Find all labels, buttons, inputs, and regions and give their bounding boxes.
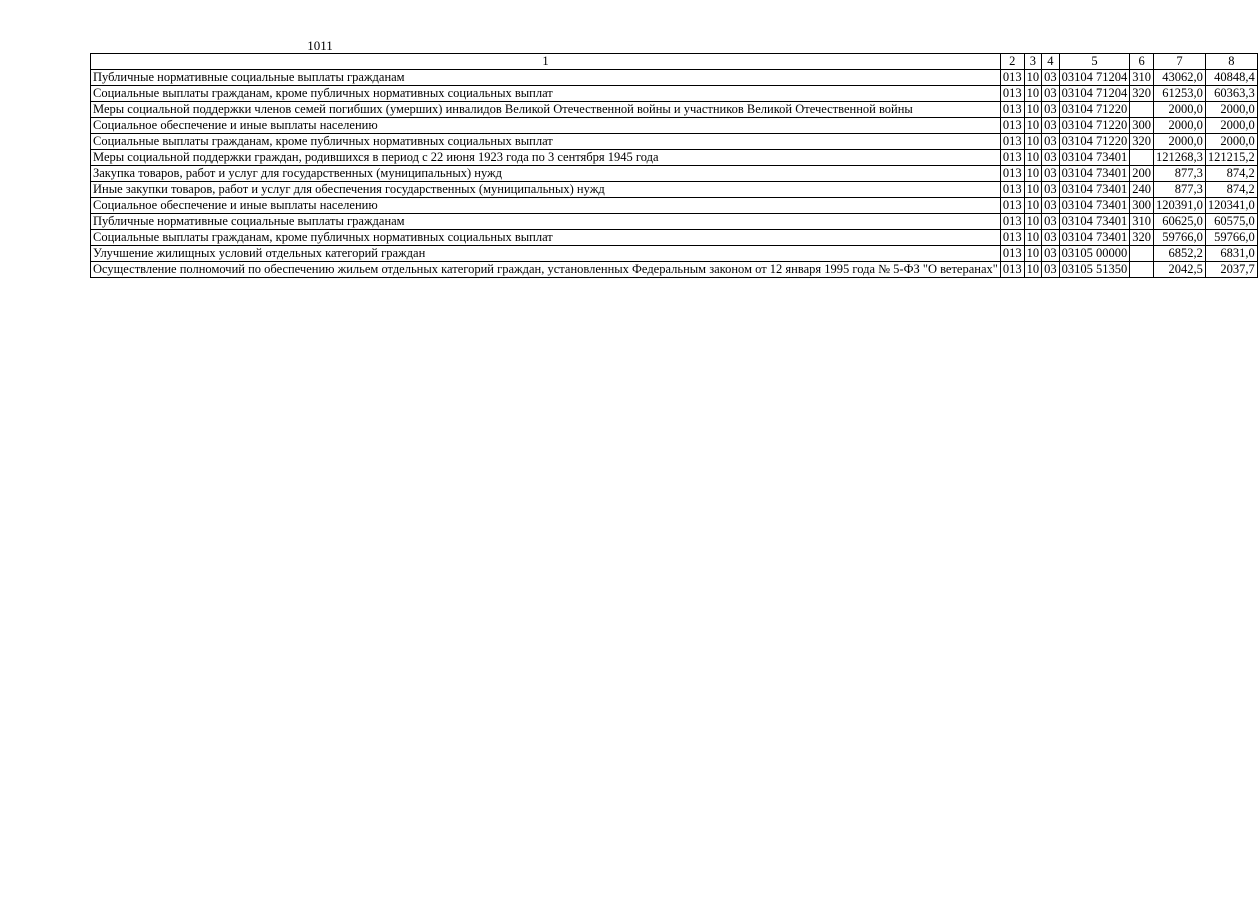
table-row: [91, 102, 1258, 118]
row-code-4: 03: [1042, 262, 1060, 278]
row-value-8: 59766,0: [1205, 230, 1257, 246]
row-value-8: 60575,0: [1205, 214, 1257, 230]
row-code-2: 013: [1000, 118, 1024, 134]
row-code-5: 03104 73401: [1059, 198, 1130, 214]
row-name: Иные закупки товаров, работ и услуг для обеспечения государственных (муниципальных) нужд: [91, 182, 1001, 198]
col-header: 3: [1024, 54, 1042, 70]
row-value-7: 2042,5: [1154, 262, 1206, 278]
row-value-8: 2037,7: [1205, 262, 1257, 278]
row-code-6: 300: [1130, 118, 1154, 134]
table-row: [91, 86, 1258, 102]
header-row: [91, 54, 1258, 70]
row-code-2: 013: [1000, 246, 1024, 262]
row-code-3: 10: [1024, 150, 1042, 166]
col-header: 6: [1130, 54, 1154, 70]
row-value-8: 40848,4: [1205, 70, 1257, 86]
col-header: 1: [91, 54, 1001, 70]
row-code-2: 013: [1000, 102, 1024, 118]
table-row: [91, 262, 1258, 278]
col-header: 8: [1205, 54, 1257, 70]
row-code-4: 03: [1042, 102, 1060, 118]
row-code-6: 320: [1130, 134, 1154, 150]
row-code-4: 03: [1042, 118, 1060, 134]
row-code-3: 10: [1024, 198, 1042, 214]
row-value-8: 874,2: [1205, 182, 1257, 198]
row-name: Публичные нормативные социальные выплаты гражданам: [91, 214, 1001, 230]
row-value-7: 61253,0: [1154, 86, 1206, 102]
row-name: Публичные нормативные социальные выплаты гражданам: [91, 70, 1001, 86]
row-code-3: 10: [1024, 70, 1042, 86]
row-code-4: 03: [1042, 166, 1060, 182]
row-value-8: 2000,0: [1205, 118, 1257, 134]
row-code-6: 320: [1130, 230, 1154, 246]
row-value-7: 121268,3: [1154, 150, 1206, 166]
table-row: [91, 150, 1258, 166]
page-number: 1011: [307, 38, 333, 53]
row-code-2: 013: [1000, 182, 1024, 198]
col-header: 7: [1154, 54, 1206, 70]
row-value-7: 59766,0: [1154, 230, 1206, 246]
row-code-2: 013: [1000, 150, 1024, 166]
row-code-2: 013: [1000, 198, 1024, 214]
row-value-8: 60363,3: [1205, 86, 1257, 102]
row-code-5: 03104 73401: [1059, 166, 1130, 182]
row-value-8: 2000,0: [1205, 134, 1257, 150]
row-value-7: 877,3: [1154, 182, 1206, 198]
row-code-4: 03: [1042, 86, 1060, 102]
row-code-3: 10: [1024, 166, 1042, 182]
row-code-3: 10: [1024, 118, 1042, 134]
row-name: Закупка товаров, работ и услуг для государственных (муниципальных) нужд: [91, 166, 1001, 182]
row-code-4: 03: [1042, 246, 1060, 262]
row-code-6: 310: [1130, 214, 1154, 230]
row-code-2: 013: [1000, 70, 1024, 86]
row-name: Улучшение жилищных условий отдельных категорий граждан: [91, 246, 1001, 262]
row-code-3: 10: [1024, 246, 1042, 262]
table-row: [91, 70, 1258, 86]
row-code-6: 200: [1130, 166, 1154, 182]
row-code-2: 013: [1000, 262, 1024, 278]
table-row: [91, 118, 1258, 134]
row-value-7: 120391,0: [1154, 198, 1206, 214]
row-code-2: 013: [1000, 86, 1024, 102]
row-code-6: 240: [1130, 182, 1154, 198]
row-code-6: [1130, 150, 1154, 166]
col-header: 5: [1059, 54, 1130, 70]
row-value-8: 6831,0: [1205, 246, 1257, 262]
row-code-5: 03104 73401: [1059, 230, 1130, 246]
row-value-8: 2000,0: [1205, 102, 1257, 118]
row-code-5: 03104 73401: [1059, 182, 1130, 198]
budget-table: [90, 53, 1258, 278]
row-value-7: 43062,0: [1154, 70, 1206, 86]
row-name: Социальные выплаты гражданам, кроме публичных нормативных социальных выплат: [91, 230, 1001, 246]
row-name: Меры социальной поддержки граждан, родившихся в период с 22 июня 1923 года по 3 сентября 1945 года: [91, 150, 1001, 166]
row-code-3: 10: [1024, 86, 1042, 102]
row-value-7: 877,3: [1154, 166, 1206, 182]
row-name: Социальное обеспечение и иные выплаты населению: [91, 118, 1001, 134]
col-header: 2: [1000, 54, 1024, 70]
row-code-4: 03: [1042, 214, 1060, 230]
row-code-3: 10: [1024, 182, 1042, 198]
row-code-5: 03104 71220: [1059, 118, 1130, 134]
row-name: Социальные выплаты гражданам, кроме публичных нормативных социальных выплат: [91, 86, 1001, 102]
row-code-4: 03: [1042, 182, 1060, 198]
row-value-8: 874,2: [1205, 166, 1257, 182]
row-code-5: 03104 71204: [1059, 70, 1130, 86]
row-code-3: 10: [1024, 262, 1042, 278]
row-code-6: 320: [1130, 86, 1154, 102]
row-code-3: 10: [1024, 134, 1042, 150]
row-code-5: 03105 51350: [1059, 262, 1130, 278]
row-value-8: 120341,0: [1205, 198, 1257, 214]
table-row: [91, 134, 1258, 150]
row-value-7: 2000,0: [1154, 102, 1206, 118]
table-row: [91, 166, 1258, 182]
table-row: [91, 246, 1258, 262]
row-code-3: 10: [1024, 102, 1042, 118]
row-code-6: 310: [1130, 70, 1154, 86]
table-row: [91, 230, 1258, 246]
table-row: [91, 182, 1258, 198]
row-code-4: 03: [1042, 134, 1060, 150]
row-code-6: 300: [1130, 198, 1154, 214]
row-code-5: 03104 71220: [1059, 102, 1130, 118]
row-value-7: 6852,2: [1154, 246, 1206, 262]
table-row: [91, 198, 1258, 214]
row-code-3: 10: [1024, 230, 1042, 246]
row-name: Социальное обеспечение и иные выплаты населению: [91, 198, 1001, 214]
row-name: Меры социальной поддержки членов семей погибших (умерших) инвалидов Великой Отечественной войны и участников Великой Отечественной войны: [91, 102, 1001, 118]
row-code-4: 03: [1042, 70, 1060, 86]
row-code-3: 10: [1024, 214, 1042, 230]
row-code-6: [1130, 246, 1154, 262]
row-name: Социальные выплаты гражданам, кроме публичных нормативных социальных выплат: [91, 134, 1001, 150]
row-code-6: [1130, 102, 1154, 118]
row-code-2: 013: [1000, 134, 1024, 150]
row-value-7: 2000,0: [1154, 134, 1206, 150]
row-code-5: 03104 71220: [1059, 134, 1130, 150]
row-code-5: 03104 73401: [1059, 150, 1130, 166]
table-row: [91, 214, 1258, 230]
row-name: Осуществление полномочий по обеспечению жильем отдельных категорий граждан, установленных Федеральным законом от 12 января 1995 года № 5-ФЗ "О ветеранах": [91, 262, 1001, 278]
row-code-5: 03105 00000: [1059, 246, 1130, 262]
row-code-2: 013: [1000, 166, 1024, 182]
row-value-8: 121215,2: [1205, 150, 1257, 166]
col-header: 4: [1042, 54, 1060, 70]
row-value-7: 60625,0: [1154, 214, 1206, 230]
row-code-4: 03: [1042, 198, 1060, 214]
row-code-4: 03: [1042, 230, 1060, 246]
row-code-2: 013: [1000, 214, 1024, 230]
row-code-5: 03104 73401: [1059, 214, 1130, 230]
row-value-7: 2000,0: [1154, 118, 1206, 134]
row-code-5: 03104 71204: [1059, 86, 1130, 102]
row-code-4: 03: [1042, 150, 1060, 166]
row-code-2: 013: [1000, 230, 1024, 246]
row-code-6: [1130, 262, 1154, 278]
